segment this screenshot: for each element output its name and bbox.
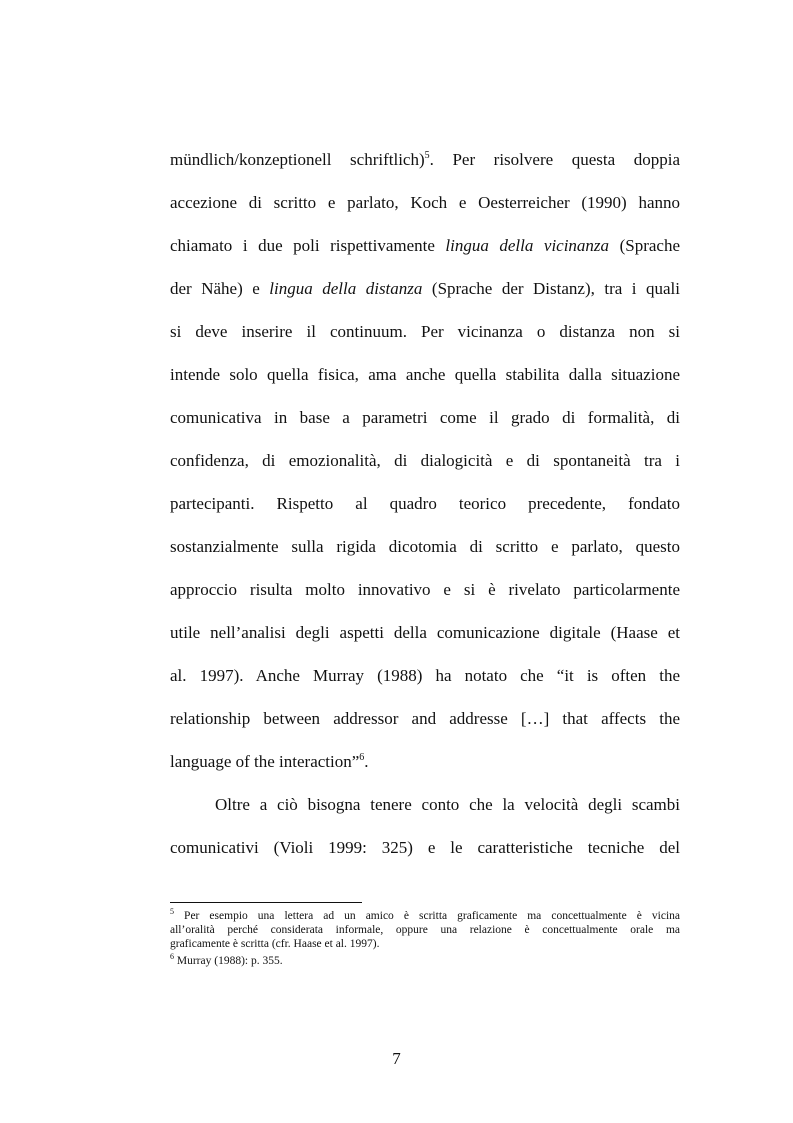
body-line: comunicativa in base a parametri come il grado di formalità, di bbox=[170, 408, 680, 427]
footnote-line: all’oralità perché considerata informale, oppure una relazione è concettualmente orale ma bbox=[170, 924, 680, 936]
body-line: confidenza, di emozionalità, di dialogicità e di spontaneità tra i bbox=[170, 451, 680, 470]
body-line: utile nell’analisi degli aspetti della comunicazione digitale (Haase et bbox=[170, 623, 680, 642]
body-line: comunicativi (Violi 1999: 325) e le caratteristiche tecniche del bbox=[170, 838, 680, 857]
body-line: al. 1997). Anche Murray (1988) ha notato che “it is often the bbox=[170, 666, 680, 685]
footnote-ref-6[interactable]: 6 bbox=[359, 752, 365, 763]
footnote-marker-5: 5 bbox=[170, 907, 174, 916]
body-line: chiamato i due poli rispettivamente lingua della vicinanza (Sprache bbox=[170, 236, 680, 255]
body-line: approccio risulta molto innovativo e si è rivelato particolarmente bbox=[170, 580, 680, 599]
body-line: partecipanti. Rispetto al quadro teorico precedente, fondato bbox=[170, 494, 680, 513]
footnote-ref-5[interactable]: 5 bbox=[424, 150, 430, 161]
body-line: der Nähe) e lingua della distanza (Sprache der Distanz), tra i quali bbox=[170, 279, 681, 298]
body-line: relationship between addressor and addresse […] that affects the bbox=[170, 709, 680, 728]
footnote-line: $^5$ Per esempio una lettera ad un amico è scritta graficamente ma concettualmente è vicina bbox=[170, 907, 680, 922]
paragraph-start-line: Oltre a ciò bisogna tenere conto che la velocità degli scambi bbox=[215, 795, 680, 814]
footnote-separator bbox=[170, 902, 362, 903]
body-line: intende solo quella fisica, ama anche quella stabilita dalla situazione bbox=[170, 365, 680, 384]
footnote-line: graficamente è scritta (cfr. Haase et al. 1997). bbox=[170, 938, 380, 950]
body-line: accezione di scritto e parlato, Koch e Oesterreicher (1990) hanno bbox=[170, 193, 680, 212]
body-line: si deve inserire il continuum. Per vicinanza o distanza non si bbox=[170, 322, 680, 341]
page-number: 7 bbox=[392, 1049, 401, 1068]
footnote-marker-6: 6 bbox=[170, 952, 174, 961]
body-line: sostanzialmente sulla rigida dicotomia di scritto e parlato, questo bbox=[170, 537, 680, 556]
body-line: mündlich/konzeptionell schriftlich)$^5$. Per risolvere questa doppia bbox=[170, 150, 680, 169]
body-line: language of the interaction”$^6$. bbox=[170, 752, 369, 771]
footnote-line: $^6$ Murray (1988): p. 355. bbox=[170, 952, 283, 967]
